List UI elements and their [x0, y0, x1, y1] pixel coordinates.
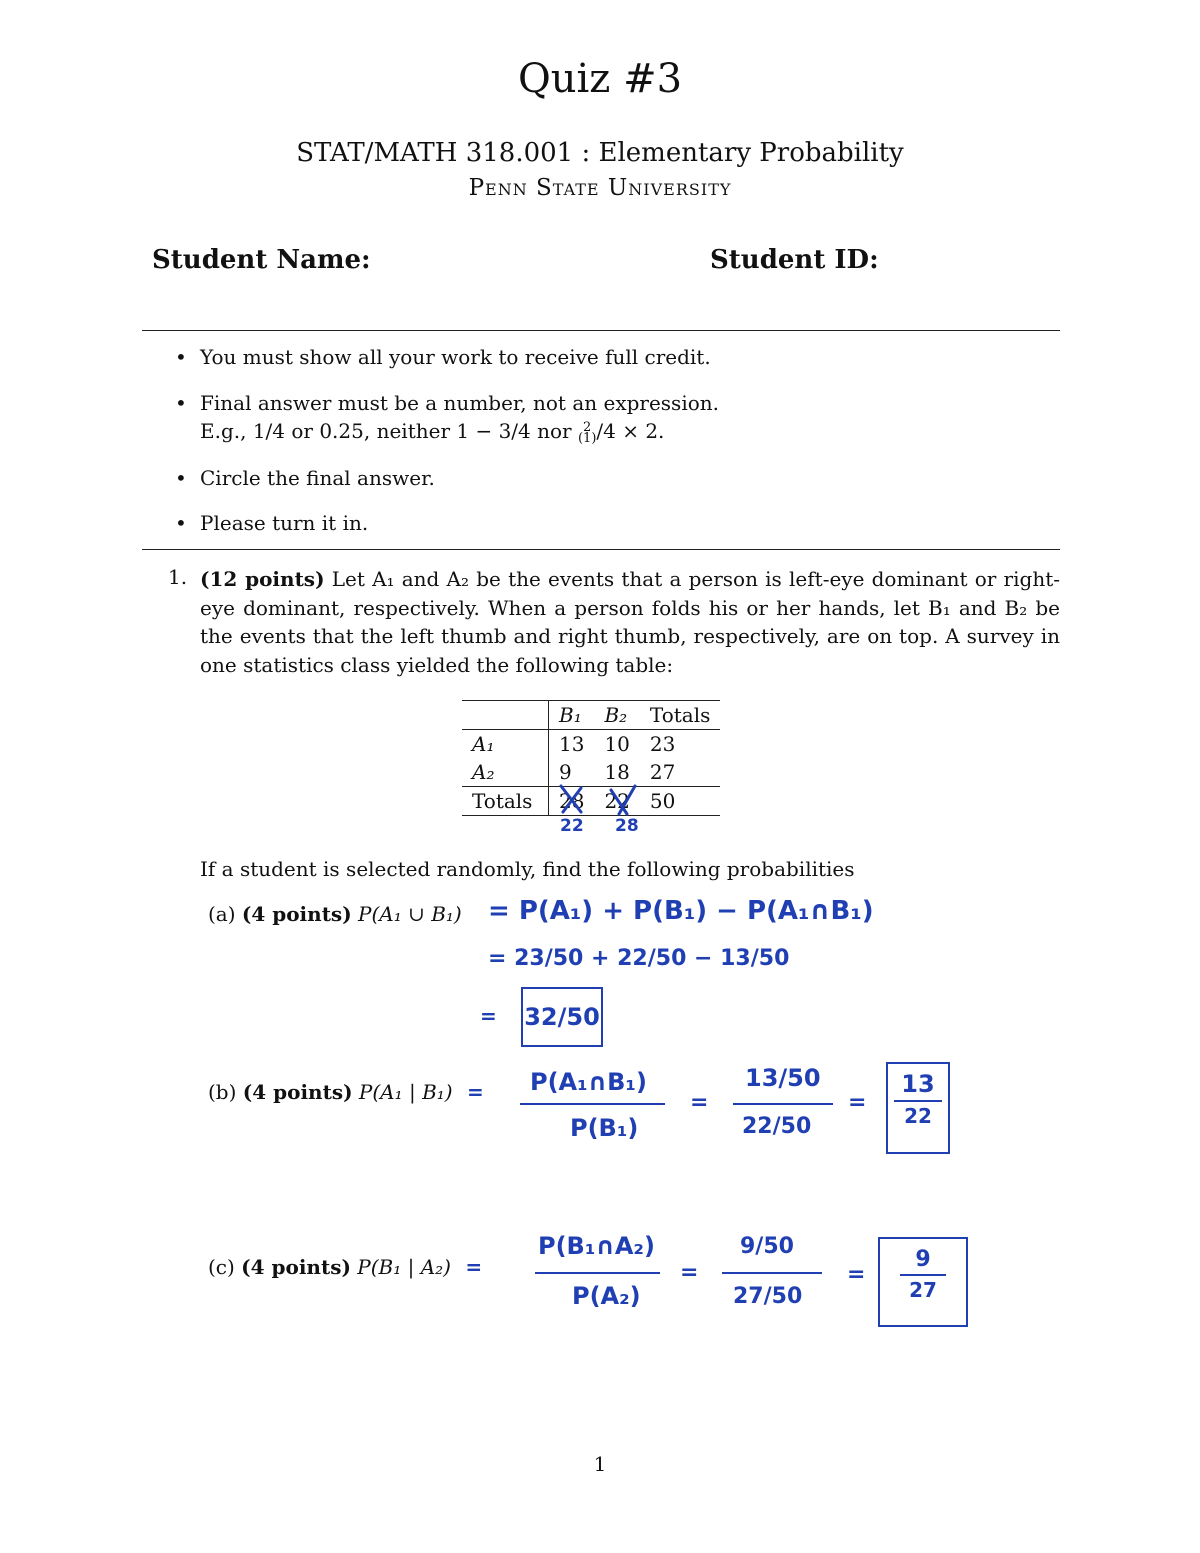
answer-c-numerator: P(B₁∩A₂) [538, 1232, 655, 1260]
equals-sign: = [466, 1080, 484, 1104]
part-label: (b) [208, 1080, 237, 1104]
table-cell: 10 [604, 732, 630, 756]
instruction-item: Final answer must be a number, not an expression. [200, 391, 719, 415]
equals-sign: = [690, 1090, 709, 1115]
table-header: Totals [649, 703, 711, 727]
row-label: Totals [472, 789, 533, 813]
answer-a-equals: = [480, 1004, 497, 1028]
question-prompt: If a student is selected randomly, find the following probabilities [200, 857, 855, 881]
crossout-marks [555, 780, 645, 820]
table-cell: 18 [604, 760, 630, 784]
row-label: A₁ [472, 732, 495, 756]
example-text: E.g., 1/4 or 0.25, neither 1 − 3/4 nor [200, 419, 572, 443]
table-row [462, 730, 720, 759]
equals-sign: = [680, 1260, 699, 1285]
fraction-bar [733, 1103, 833, 1105]
student-id-label: Student ID: [710, 245, 879, 275]
handwritten-correction: 28 [615, 816, 639, 836]
answer-c-denominator2: 27/50 [733, 1284, 803, 1309]
part-c [208, 1255, 482, 1279]
part-a [208, 902, 462, 926]
table-cell: 13 [549, 730, 595, 759]
bullet: • [175, 391, 187, 415]
fraction-bar [894, 1100, 942, 1102]
page-number: 1 [593, 1452, 607, 1476]
question-body: Let A₁ and A₂ be the events that a person is left-eye dominant or right-eye dominant, respectively. When a person folds his or her hands, let B₁ and B₂ be the events that the left thumb and right thumb, respectively, are on top. A survey in one statistics class yielded the following table: [200, 567, 1060, 677]
university-name: Penn State University [468, 175, 732, 201]
answer-b-denominator2: 22/50 [742, 1114, 812, 1139]
table-header-row [462, 701, 720, 730]
fraction-bar [535, 1272, 660, 1274]
part-points: (4 points) [242, 1080, 353, 1104]
part-expression: P(A₁ ∪ B₁) [358, 902, 462, 926]
equals-sign: = [847, 1262, 866, 1287]
example-text-tail: /4 × 2. [596, 419, 665, 443]
table-cell: 23 [649, 732, 676, 756]
row-label: A₂ [472, 760, 495, 784]
answer-c-box-denominator: 27 [909, 1278, 937, 1302]
answer-c-box [878, 1237, 968, 1327]
instruction-item: Circle the final answer. [200, 466, 435, 490]
fraction-bar [520, 1103, 665, 1105]
part-points: (4 points) [241, 1255, 351, 1279]
course-name: STAT/MATH 318.001 : Elementary Probability [296, 138, 904, 168]
page-title: Quiz #3 [517, 56, 683, 102]
part-expression: P(A₁ | B₁) [358, 1080, 453, 1104]
top-rule [142, 330, 1060, 331]
instruction-item: Please turn it in. [200, 511, 369, 535]
part-b [208, 1080, 484, 1104]
bullet: • [175, 511, 187, 535]
table-cell: 27 [649, 760, 676, 784]
part-label: (a) [208, 902, 236, 926]
instruction-item: You must show all your work to receive full credit. [200, 345, 711, 369]
answer-b-numerator2: 13/50 [745, 1064, 821, 1092]
answer-b-box-numerator: 13 [901, 1070, 935, 1098]
question-number: 1. [168, 565, 188, 589]
part-label: (c) [208, 1255, 235, 1279]
question-text [200, 565, 1060, 679]
answer-b-numerator: P(A₁∩B₁) [530, 1068, 647, 1096]
binomial-symbol: (2 1) [577, 419, 597, 446]
part-expression: P(B₁ | A₂) [357, 1255, 451, 1279]
answer-a-line2: = 23/50 + 22/50 − 13/50 [488, 946, 790, 971]
equals-sign: = [465, 1255, 483, 1279]
table-header: B₂ [604, 703, 628, 727]
answer-a-line1: = P(A₁) + P(B₁) − P(A₁∩B₁) [488, 896, 874, 926]
bullet: • [175, 466, 187, 490]
table-cell: 9 [549, 758, 595, 787]
answer-c-box-numerator: 9 [915, 1247, 931, 1272]
fraction-bar [722, 1272, 822, 1274]
table-cell: 22 [604, 789, 630, 813]
answer-a-box: 32/50 [521, 987, 603, 1047]
table-cell [462, 701, 549, 730]
instruction-example [200, 419, 664, 444]
answer-c-denominator: P(A₂) [572, 1282, 641, 1310]
question-points: (12 points) [200, 567, 325, 591]
student-name-label: Student Name: [152, 245, 371, 275]
bullet: • [175, 345, 187, 369]
table-cell: 28 [549, 787, 595, 816]
answer-b-box [886, 1062, 950, 1154]
table-header: B₁ [549, 701, 595, 730]
fraction-bar [900, 1274, 946, 1276]
part-points: (4 points) [241, 902, 352, 926]
table-cell: 50 [649, 789, 676, 813]
answer-c-numerator2: 9/50 [740, 1234, 794, 1259]
answer-b-box-denominator: 22 [904, 1104, 932, 1128]
handwritten-correction: 22 [560, 816, 584, 836]
bottom-rule [142, 549, 1060, 550]
answer-b-denominator: P(B₁) [570, 1114, 639, 1142]
equals-sign: = [848, 1090, 867, 1115]
